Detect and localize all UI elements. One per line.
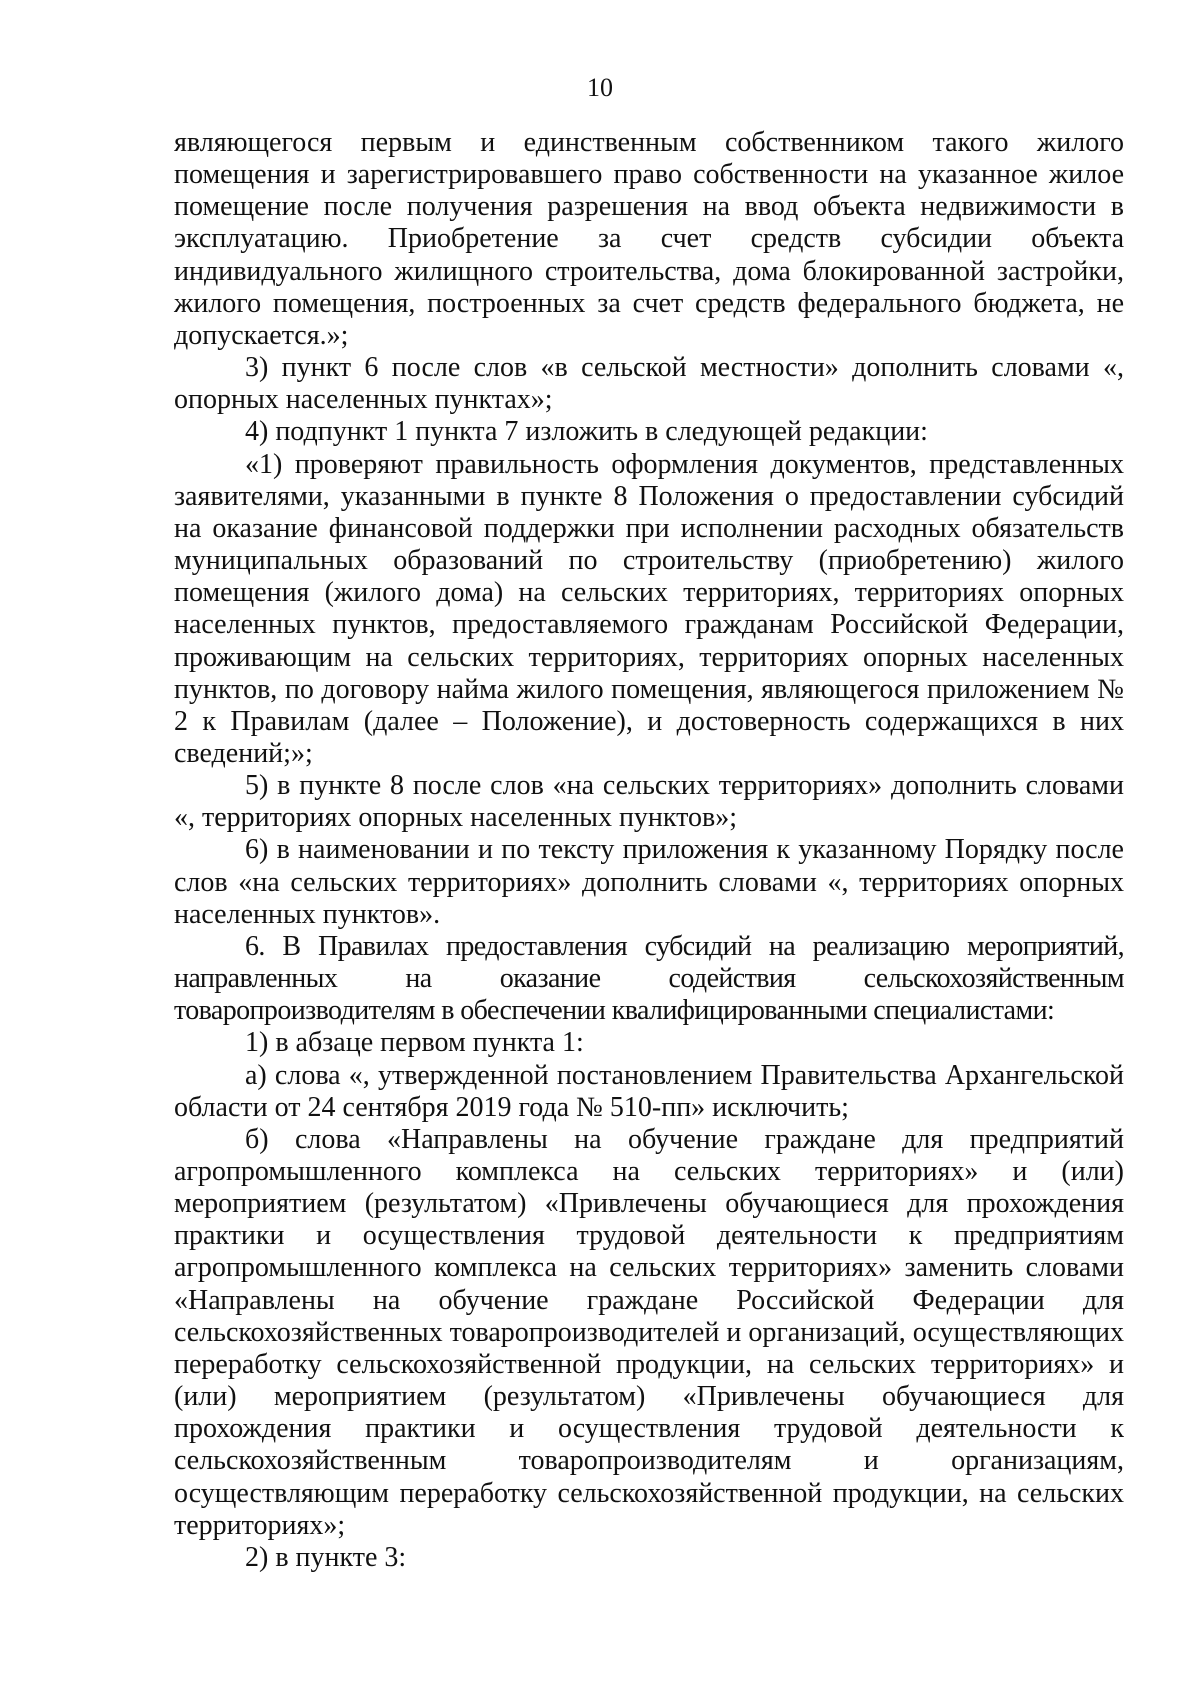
paragraph-subitem-2: 2) в пункте 3: xyxy=(245,1541,407,1573)
paragraph-quoted-subitem-1: «1) проверяют правильность оформления документов, представленных заявителями, указанными в пункте 8 Положения о предоставлении субсидий на оказание финансовой поддержки при исполнении расходных обязательств муниципальных образований по строительству (приобретению) жилого помещения (жилого дома) на сельских территориях, территориях опорных населенных пунктов, предоставляемого гражданам Российской Федерации, проживающим на сельских территориях, территориях опорных населенных пунктов, по договору найма жилого помещения, являющегося приложением № 2 к Правилам (далее – Положение), и достоверность содержащихся в них сведений;»; xyxy=(174,448,1124,769)
paragraph-subitem-a: а) слова «, утвержденной постановлением Правительства Архангельской области от 24 сентября 2019 года № 510-пп» исключить; xyxy=(174,1059,1124,1123)
paragraph-section-6: 6. В Правилах предоставления субсидий на реализацию мероприятий, направленных на оказание содействия сельскохозяйственным товаропроизводителям в обеспечении квалифицированными специалистами: xyxy=(174,930,1124,1027)
paragraph-item-5: 5) в пункте 8 после слов «на сельских территориях» дополнить словами «, территориях опорных населенных пунктов»; xyxy=(174,770,1124,834)
paragraph-subitem-b: б) слова «Направлены на обучение граждане для предприятий агропромышленного комплекса на сельских территориях» и (или) мероприятием (результатом) «Привлечены обучающиеся для прохождения практики и осуществления трудовой деятельности к предприятиям агропромышленного комплекса на сельских территориях» заменить словами «Направлены на обучение граждане Российской Федерации для сельскохозяйственных товаропроизводителей и организаций, осуществляющих переработку сельскохозяйственной продукции, на сельских территориях» и (или) мероприятием (результатом) «Привлечены обучающиеся для прохождения практики и осуществления трудовой деятельности к сельскохозяйственным товаропроизводителям и организациям, осуществляющим переработку сельскохозяйственной продукции, на сельских территориях»; xyxy=(174,1123,1124,1541)
paragraph-item-3: 3) пункт 6 после слов «в сельской местности» дополнить словами «, опорных населенных пунктах»; xyxy=(174,352,1124,416)
page-number: 10 xyxy=(587,73,613,102)
paragraph-item-6: 6) в наименовании и по тексту приложения к указанному Порядку после слов «на сельских территориях» дополнить словами «, территориях опорных населенных пунктов». xyxy=(174,834,1124,930)
document-body xyxy=(174,127,1124,1574)
paragraph-continuation: являющегося первым и единственным собственником такого жилого помещения и зарегистрировавшего право собственности на указанное жилое помещение после получения разрешения на ввод объекта недвижимости в эксплуатацию. Приобретение за счет средств субсидии объекта индивидуального жилищного строительства, дома блокированной застройки, жилого помещения, построенных за счет средств федерального бюджета, не допускается.»; xyxy=(174,127,1124,351)
paragraph-subitem-1: 1) в абзаце первом пункта 1: xyxy=(245,1027,584,1059)
paragraph-item-4: 4) подпункт 1 пункта 7 изложить в следующей редакции: xyxy=(245,416,928,448)
